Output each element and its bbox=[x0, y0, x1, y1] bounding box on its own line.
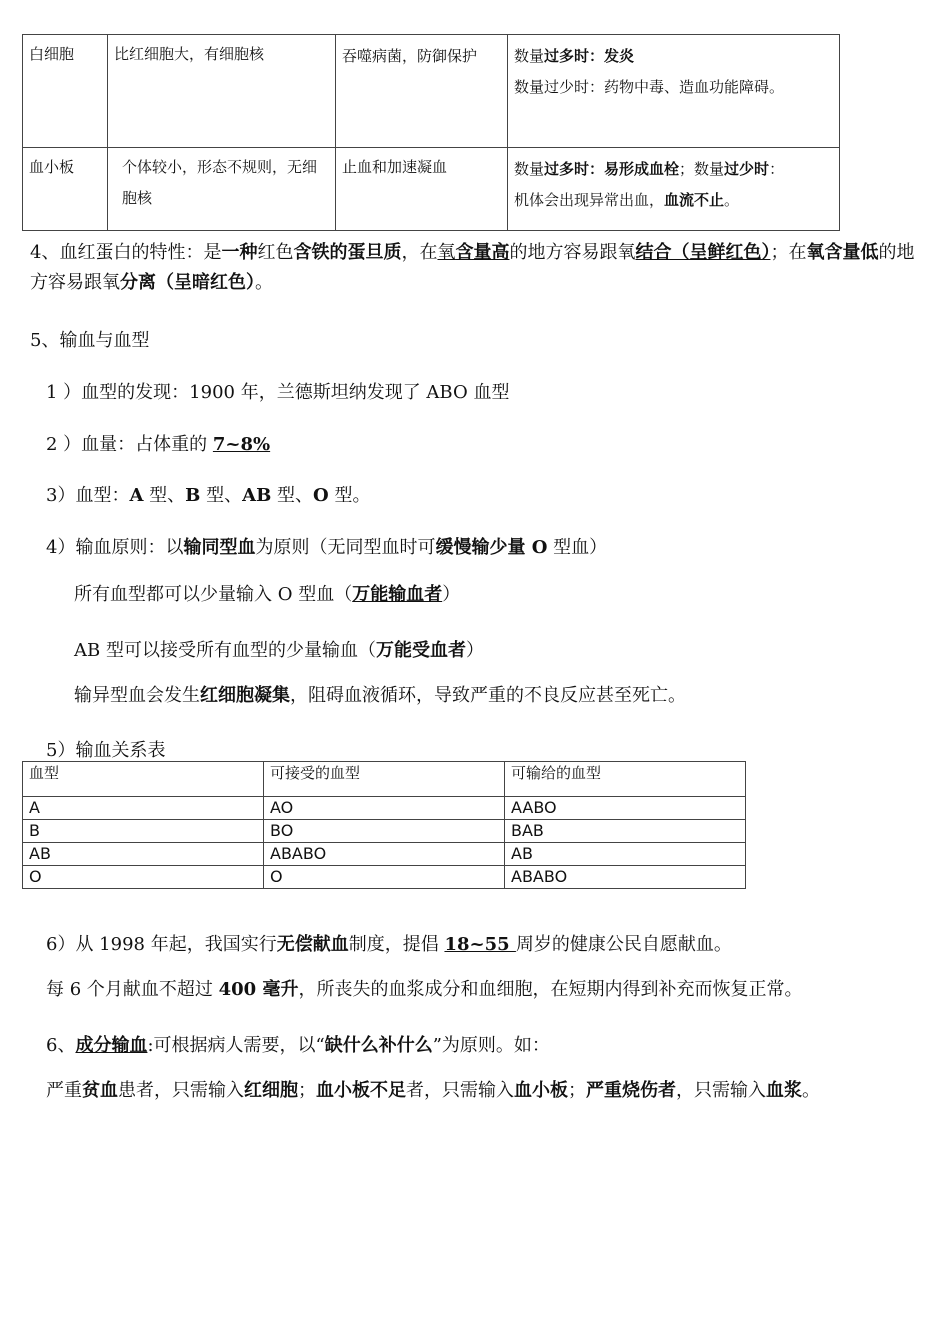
table-row bbox=[23, 797, 746, 820]
table-row bbox=[23, 820, 746, 843]
table-cell: AABO bbox=[505, 797, 746, 820]
transfusion-table bbox=[22, 761, 746, 889]
table-row bbox=[23, 843, 746, 866]
table-cell: AB bbox=[23, 843, 264, 866]
cell-function: 止血和加速凝血 bbox=[336, 148, 508, 231]
list-item: 2 ）血量：占体重的 7~8% bbox=[46, 434, 271, 455]
cell-feature: 比红细胞大，有细胞核 bbox=[108, 35, 336, 148]
list-item: 1 ）血型的发现：1900 年，兰德斯坦纳发现了 ABO 血型 bbox=[46, 382, 510, 403]
list-item: 3）血型：A 型、B 型、AB 型、O 型。 bbox=[46, 485, 371, 506]
table-cell: ABABO bbox=[264, 843, 505, 866]
text-line: AB 型可以接受所有血型的少量输血（万能受血者） bbox=[74, 640, 484, 661]
table-cell: O bbox=[264, 866, 505, 889]
blood-cell-table bbox=[22, 34, 840, 231]
table-cell: AO bbox=[264, 797, 505, 820]
table-cell: ABABO bbox=[505, 866, 746, 889]
table-cell: AB bbox=[505, 843, 746, 866]
section-title: 6、成分输血:可根据病人需要，以“缺什么补什么”为原则。如： bbox=[46, 1035, 550, 1056]
cell-function: 吞噬病菌，防御保护 bbox=[336, 35, 508, 148]
text-line: 每 6 个月献血不超过 400 毫升，所丧失的血浆成分和血细胞，在短期内得到补充而恢复正常。 bbox=[46, 979, 803, 1000]
list-item: 5）输血关系表 bbox=[46, 740, 166, 761]
cell-name: 白细胞 bbox=[23, 35, 108, 148]
cell-feature: 个体较小，形态不规则，无细胞核 bbox=[108, 148, 336, 231]
table-row bbox=[23, 148, 840, 231]
table-header-row bbox=[23, 762, 746, 797]
text-line: 所有血型都可以少量输入 O 型血（万能输血者） bbox=[74, 584, 461, 605]
header-cell: 可输给的血型 bbox=[505, 762, 746, 797]
table-cell: BO bbox=[264, 820, 505, 843]
table-cell: BAB bbox=[505, 820, 746, 843]
cell-name: 血小板 bbox=[23, 148, 108, 231]
cell-abnormal: 数量过多时：发炎 数量过少时：药物中毒、造血功能障碍。 bbox=[508, 35, 840, 148]
table-row bbox=[23, 35, 840, 148]
list-item: 6）从 1998 年起，我国实行无偿献血制度，提倡 18~55 周岁的健康公民自愿献血。 bbox=[46, 934, 732, 955]
table-cell: O bbox=[23, 866, 264, 889]
table-cell: B bbox=[23, 820, 264, 843]
header-cell: 血型 bbox=[23, 762, 264, 797]
table-cell: A bbox=[23, 797, 264, 820]
list-item: 4）输血原则：以输同型血为原则（无同型血时可缓慢输少量 O 型血） bbox=[46, 537, 608, 558]
cell-abnormal: 数量过多时：易形成血栓；数量过少时： 机体会出现异常出血，血流不止。 bbox=[508, 148, 840, 231]
section-title: 5、输血与血型 bbox=[30, 330, 150, 351]
header-cell: 可接受的血型 bbox=[264, 762, 505, 797]
hemoglobin-paragraph: 4、血红蛋白的特性：是一种红色含铁的蛋旦质，在氧含量高的地方容易跟氧结合（呈鲜红色）；在氧含量低的地方容易跟氧分离（呈暗红色）。 bbox=[30, 242, 915, 293]
table-row bbox=[23, 866, 746, 889]
text-line: 输异型血会发生红细胞凝集，阻碍血液循环，导致严重的不良反应甚至死亡。 bbox=[74, 685, 686, 706]
text-line: 严重贫血患者，只需输入红细胞；血小板不足者，只需输入血小板；严重烧伤者，只需输入血浆。 bbox=[46, 1080, 820, 1101]
